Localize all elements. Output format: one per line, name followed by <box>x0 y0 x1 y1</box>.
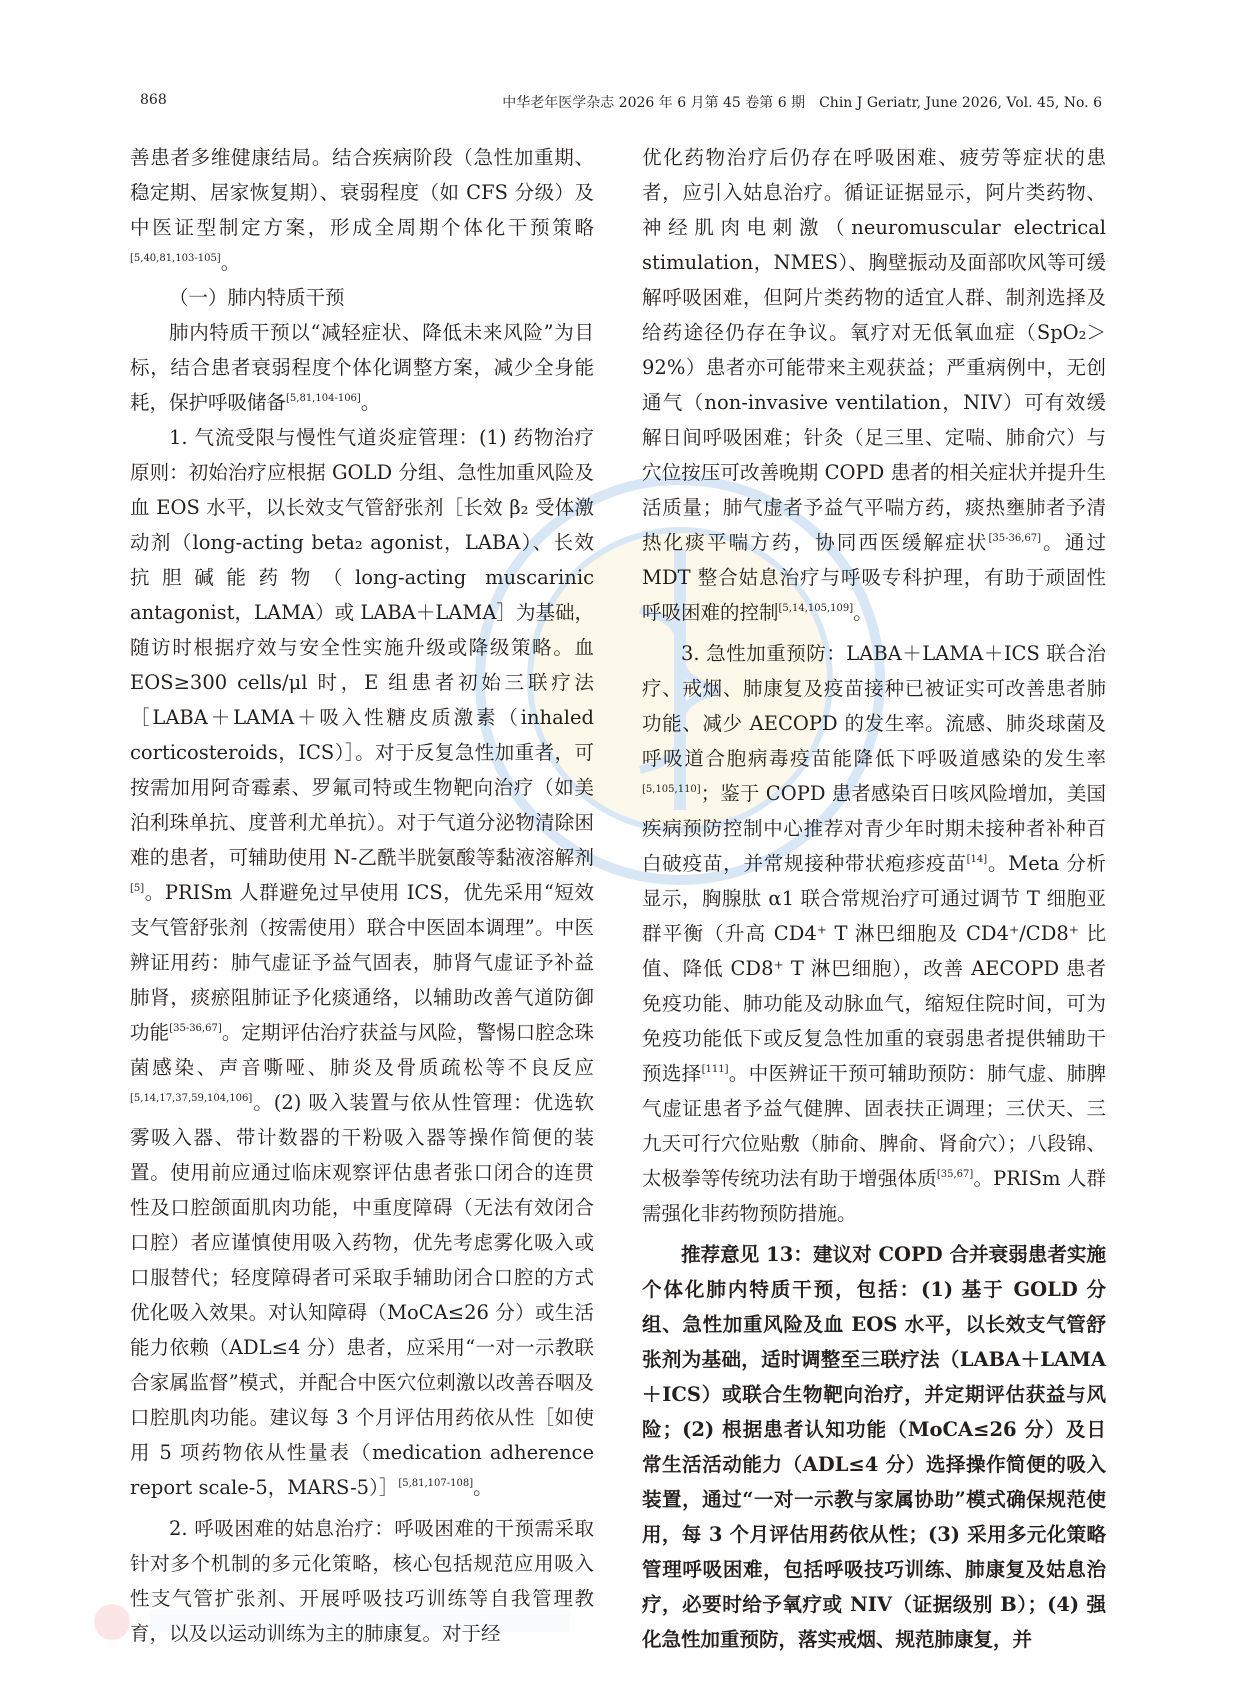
paragraph <box>130 140 594 280</box>
text: 。 <box>473 1476 493 1499</box>
section-heading: （一）肺内特质干预 <box>169 286 345 309</box>
text: 。PRISm 人群需强化非药物预防措施。 <box>642 1167 1106 1225</box>
right-column <box>642 140 1106 1657</box>
text: 。PRISm 人群避免过早使用 ICS，优先采用“短效支气管舒张剂（按需使用）联合中医固本调理”。中医辨证用药：肺气虚证予益气固表，肺肾气虚证予补益肺肾，痰瘀阻肺证予化痰通络，以辅助改善气道防御功能 <box>130 881 594 1044</box>
text: 。Meta 分析显示，胸腺肽 α1 联合常规治疗可通过调节 T 细胞亚群平衡（升高 CD4⁺ T 淋巴细胞及 CD4⁺/CD8⁺ 比值、降低 CD8⁺ T 淋巴细胞），改善 AECOPD 患者免疫功能、肺功能及动脉血气，缩短住院时间，可为免疫功能低下或反复急性加重的衰弱患者提供辅助干预选择 <box>642 852 1106 1085</box>
citation: [5,40,81,103-105] <box>130 253 221 264</box>
text: 。(2) 吸入装置与依从性管理：优选软雾吸入器、带计数器的干粉吸入器等操作简便的装置。使用前应通过临床观察评估患者张口闭合的连贯性及口腔颌面肌肉功能，中重度障碍（无法有效闭合口腔）者应谨慎使用吸入药物，优先考虑雾化吸入或口服替代；轻度障碍者可采取手辅助闭合口腔的方式优化吸入效果。对认知障碍（MoCA≤26 分）或生活能力依赖（ADL≤4 分）患者，应采用“一对一示教联合家属监督”模式，并配合中医穴位刺激以改善吞咽及口腔肌肉功能。建议每 3 个月评估用药依从性［如使用 5 项药物依从性量表（medication adherence report scale-5，MARS-5）］ <box>130 1091 594 1499</box>
citation: [111] <box>701 1064 729 1075</box>
running-header <box>140 92 1102 114</box>
text: 1. 气流受限与慢性气道炎症管理：(1) 药物治疗原则：初始治疗应根据 GOLD 分组、急性加重风险及血 EOS 水平，以长效支气管舒张剂［长效 β₂ 受体激动剂（long-acting beta₂ agonist，LABA）、长效抗胆碱能药物（long-acting muscarinic antagonist，LAMA）或 LABA＋LAMA］为基础，随访时根据疗效与安全性实施升级或降级策略。血 EOS≥300 cells/μl 时，E 组患者初始三联疗法［LABA＋LAMA＋吸入性糖皮质激素（inhaled corticosteroids，ICS）］。对于反复急性加重者，可按需加用阿奇霉素、罗氟司特或生物靶向治疗（如美泊利珠单抗、度普利尤单抗）。对于气道分泌物清除困难的患者，可辅助使用 N-乙酰半胱氨酸等黏液溶解剂 <box>130 426 594 869</box>
citation: [14] <box>966 854 988 865</box>
citation: [5,81,107-108] <box>398 1478 474 1489</box>
citation: [5] <box>130 883 145 894</box>
paragraph <box>642 140 1106 630</box>
left-column <box>130 140 594 1651</box>
text: 3. 急性加重预防：LABA＋LAMA＋ICS 联合治疗、戒烟、肺康复及疫苗接种已被证实可改善患者肺功能、减少 AECOPD 的发生率。流感、肺炎球菌及呼吸道合胞病毒疫苗能降低下呼吸道感染的发生率 <box>642 642 1106 770</box>
text: 。定期评估治疗获益与风险，警惕口腔念珠菌感染、声音嘶哑、肺炎及骨质疏松等不良反应 <box>130 1021 594 1079</box>
text: 。 <box>360 391 381 414</box>
page-number: 868 <box>140 92 167 108</box>
paragraph: 2. 呼吸困难的姑息治疗：呼吸困难的干预需采取针对多个机制的多元化策略，核心包括规范应用吸入性支气管扩张剂、开展呼吸技巧训练等自我管理教育，以及以运动训练为主的肺康复。对于经 <box>130 1517 594 1645</box>
text: 。 <box>853 601 873 624</box>
recommendation-paragraph: 推荐意见 13：建议对 COPD 合并衰弱患者实施个体化肺内特质干预，包括：(1) 基于 GOLD 分组、急性加重风险及血 EOS 水平，以长效支气管舒张剂为基础，适时调整至三联疗法（LABA＋LAMA＋ICS）或联合生物靶向治疗，并定期评估获益与风险；(2) 根据患者认知功能（MoCA≤26 分）及日常生活活动能力（ADL≤4 分）选择操作简便的吸入装置，通过“一对一示教与家属协助”模式确保规范使用，每 3 个月评估用药依从性；(3) 采用多元化策略管理呼吸困难，包括呼吸技巧训练、肺康复及姑息治疗，必要时给予氧疗或 NIV（证据级别 B）；(4) 强化急性加重预防，落实戒烟、规范肺康复，并 <box>642 1243 1106 1651</box>
text: ；鉴于 COPD 患者感染百日咳风险增加，美国疾病预防控制中心推荐对青少年时期未接种者补种百白破疫苗，并常规接种带状疱疹疫苗 <box>642 782 1106 875</box>
text: 。通过 MDT 整合姑息治疗与呼吸专科护理，有助于顽固性呼吸困难的控制 <box>642 531 1106 624</box>
citation: [5,81,104-106] <box>286 393 361 404</box>
citation: [5,14,105,109] <box>778 603 854 614</box>
citation: [35-36,67] <box>988 533 1042 544</box>
citation: [5,105,110] <box>642 784 701 795</box>
paragraph <box>130 315 594 420</box>
paragraph <box>130 420 594 1505</box>
text: 肺内特质干预以“减轻症状、降低未来风险”为目标，结合患者衰弱程度个体化调整方案，减少全身能耗，保护呼吸储备 <box>130 321 594 414</box>
citation: [35-36,67] <box>169 1023 222 1034</box>
citation: [35,67] <box>936 1169 974 1180</box>
journal-citation-line: 中华老年医学杂志 2026 年 6 月第 45 卷第 6 期 Chin J Geriatr, June 2026, Vol. 45, No. 6 <box>502 95 1102 111</box>
citation: [5,14,17,37,59,104,106] <box>130 1093 253 1104</box>
text: 。 <box>220 251 241 274</box>
text: 优化药物治疗后仍存在呼吸困难、疲劳等症状的患者，应引入姑息治疗。循证证据显示，阿片类药物、神经肌肉电刺激（neuromuscular electrical stimulation，NMES）、胸壁振动及面部吹风等可缓解呼吸困难，但阿片类药物的适宜人群、制剂选择及给药途径仍存在争议。氧疗对无低氧血症（SpO₂＞92%）患者亦可能带来主观获益；严重病例中，无创通气（non-invasive ventilation，NIV）可有效缓解日间呼吸困难；针灸（足三里、定喘、肺俞穴）与穴位按压可改善晚期 COPD 患者的相关症状并提升生活质量；肺气虚者予益气平喘方药，痰热壅肺者予清热化痰平喘方药，协同西医缓解症状 <box>642 146 1106 554</box>
paragraph <box>642 636 1106 1231</box>
text: 善患者多维健康结局。结合疾病阶段（急性加重期、稳定期、居家恢复期）、衰弱程度（如 CFS 分级）及中医证型制定方案，形成全周期个体化干预策略 <box>130 146 594 239</box>
text: 。中医辨证干预可辅助预防：肺气虚、肺脾气虚证患者予益气健脾、固表扶正调理；三伏天、三九天可行穴位贴敷（肺俞、脾俞、肾俞穴）；八段锦、太极拳等传统功法有助于增强体质 <box>642 1062 1106 1190</box>
